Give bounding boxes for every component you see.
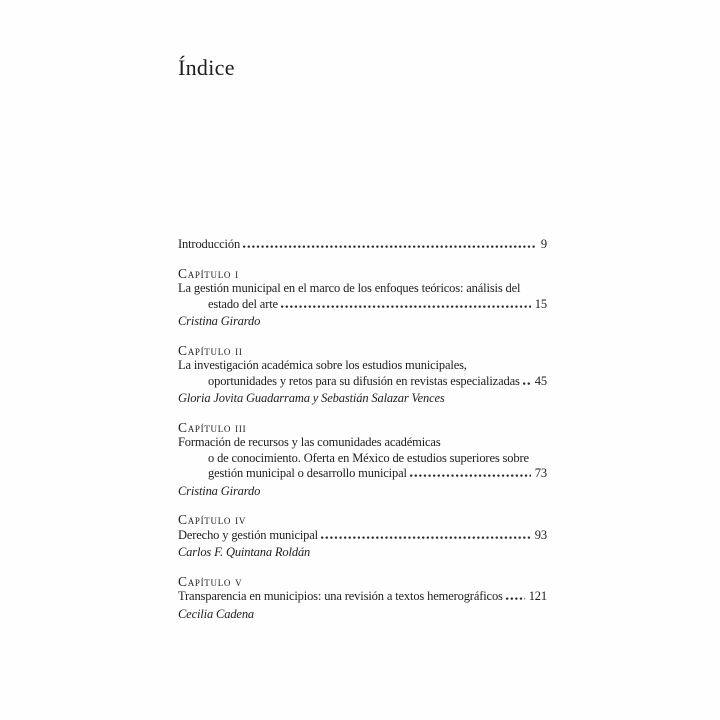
dot-leader <box>281 305 531 308</box>
chapter-author: Cristina Girardo <box>178 314 261 328</box>
dot-leader <box>243 245 537 248</box>
page-number: 73 <box>534 466 547 480</box>
toc-entry-introduccion <box>178 237 547 253</box>
page-number: 9 <box>540 237 547 251</box>
toc-chapter-3 <box>178 420 547 500</box>
entry-label: oportunidades y retos para su difusión en revistas especializadas <box>208 373 520 388</box>
entry-label: Transparencia en municipios: una revisión a textos hemerográficos <box>178 589 503 603</box>
toc-chapter-1 <box>178 266 547 330</box>
page-title: Índice <box>178 55 235 80</box>
chapter-leader-line <box>178 528 547 544</box>
chapter-heading: Capítulo iii <box>178 419 247 435</box>
entry-label: Derecho y gestión municipal <box>178 527 319 542</box>
page-number: 45 <box>534 373 547 388</box>
entry-label: gestión municipal o desarrollo municipal <box>208 466 407 480</box>
chapter-heading: Capítulo i <box>178 265 239 281</box>
chapter-author: Cristina Girardo <box>178 483 261 498</box>
toc-chapter-5 <box>178 574 547 623</box>
table-of-contents <box>178 237 547 622</box>
chapter-author: Cecilia Cadena <box>178 606 255 621</box>
chapter-author: Gloria Jovita Guadarrama y Sebastián Salazar Vences <box>178 391 445 405</box>
dot-leader <box>523 382 531 385</box>
entry-label: estado del arte <box>208 296 278 311</box>
page-number: 93 <box>534 527 547 542</box>
page-number: 121 <box>528 589 547 603</box>
toc-chapter-2 <box>178 343 547 407</box>
toc-chapter-4 <box>178 512 547 561</box>
chapter-title-line: Formación de recursos y las comunidades académicas <box>178 435 441 449</box>
chapter-heading: Capítulo iv <box>178 512 247 527</box>
chapter-title-line: o de conocimiento. Oferta en México de estudios superiores sobre <box>208 450 529 465</box>
chapter-heading: Capítulo v <box>178 573 243 589</box>
chapter-leader-line <box>178 466 547 482</box>
dot-leader <box>506 597 525 600</box>
page-number: 15 <box>534 296 547 311</box>
chapter-leader-line <box>178 374 547 390</box>
chapter-author: Carlos F. Quintana Roldán <box>178 545 311 559</box>
chapter-title-line: La gestión municipal en el marco de los enfoques teóricos: análisis del <box>178 281 521 295</box>
dot-leader <box>410 474 531 477</box>
chapter-heading: Capítulo ii <box>178 342 243 358</box>
chapter-leader-line <box>178 297 547 313</box>
chapter-leader-line <box>178 589 547 605</box>
dot-leader <box>321 536 531 539</box>
entry-label: Introducción <box>178 237 241 251</box>
chapter-title-line: La investigación académica sobre los estudios municipales, <box>178 358 467 372</box>
